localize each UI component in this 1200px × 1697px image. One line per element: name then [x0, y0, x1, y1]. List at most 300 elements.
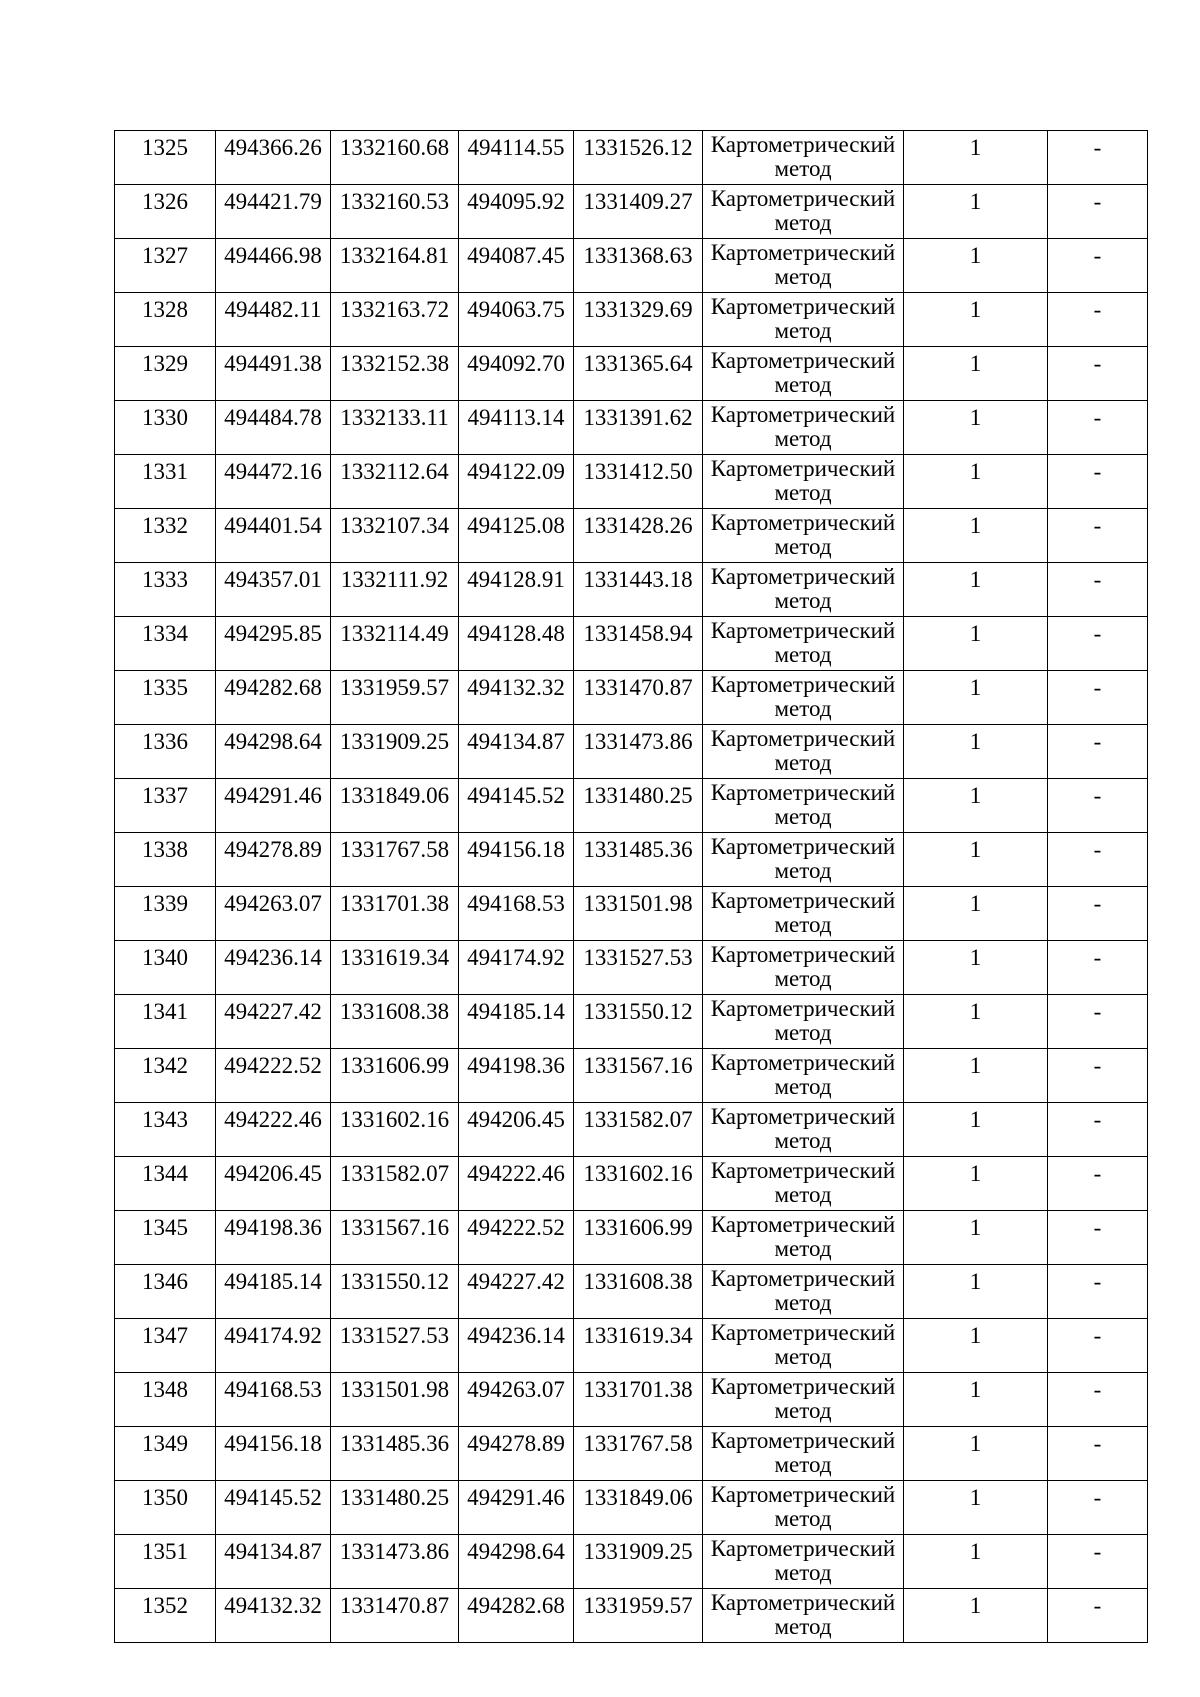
- method-cell: [703, 887, 904, 941]
- method-line-1: Картометрический: [710, 1590, 896, 1615]
- x-start-cell: 494263.07: [216, 887, 331, 941]
- x-end-cell: 494174.92: [459, 941, 574, 995]
- method-line-1: Картометрический: [710, 1320, 896, 1345]
- method-line-1: Картометрический: [710, 186, 896, 211]
- accuracy-cell: 1: [904, 1157, 1048, 1211]
- point-number-cell: 1338: [115, 833, 216, 887]
- method-line-1: Картометрический: [710, 1104, 896, 1129]
- x-start-cell: 494185.14: [216, 1265, 331, 1319]
- point-number-cell: 1345: [115, 1211, 216, 1265]
- accuracy-cell: 1: [904, 1589, 1048, 1643]
- accuracy-cell: 1: [904, 239, 1048, 293]
- method-line-1: Картометрический: [710, 132, 896, 157]
- method-line-1: Картометрический: [710, 1428, 896, 1453]
- table-row: [115, 293, 1148, 347]
- method-line-2: метод: [774, 696, 832, 721]
- note-cell: -: [1048, 239, 1148, 293]
- table-row: [115, 1373, 1148, 1427]
- x-end-cell: 494168.53: [459, 887, 574, 941]
- table-row: [115, 1319, 1148, 1373]
- accuracy-cell: 1: [904, 131, 1048, 185]
- method-line-2: метод: [774, 642, 832, 667]
- x-start-cell: 494466.98: [216, 239, 331, 293]
- y-start-cell: 1332111.92: [331, 563, 459, 617]
- y-start-cell: 1332160.68: [331, 131, 459, 185]
- x-start-cell: 494156.18: [216, 1427, 331, 1481]
- y-start-cell: 1331582.07: [331, 1157, 459, 1211]
- method-cell: [703, 1265, 904, 1319]
- table-row: [115, 1589, 1148, 1643]
- x-end-cell: 494134.87: [459, 725, 574, 779]
- y-end-cell: 1331470.87: [574, 671, 703, 725]
- x-start-cell: 494145.52: [216, 1481, 331, 1535]
- accuracy-cell: 1: [904, 1265, 1048, 1319]
- accuracy-cell: 1: [904, 941, 1048, 995]
- x-start-cell: 494222.52: [216, 1049, 331, 1103]
- x-start-cell: 494278.89: [216, 833, 331, 887]
- y-end-cell: 1331409.27: [574, 185, 703, 239]
- point-number-cell: 1339: [115, 887, 216, 941]
- method-cell: [703, 347, 904, 401]
- method-line-1: Картометрический: [710, 1212, 896, 1237]
- method-line-2: метод: [774, 372, 832, 397]
- x-start-cell: 494174.92: [216, 1319, 331, 1373]
- y-start-cell: 1332160.53: [331, 185, 459, 239]
- x-start-cell: 494357.01: [216, 563, 331, 617]
- method-cell: [703, 1373, 904, 1427]
- x-end-cell: 494122.09: [459, 455, 574, 509]
- point-number-cell: 1326: [115, 185, 216, 239]
- coordinates-table: [114, 130, 1148, 1643]
- table-row: [115, 1265, 1148, 1319]
- y-end-cell: 1331480.25: [574, 779, 703, 833]
- x-start-cell: 494295.85: [216, 617, 331, 671]
- method-line-2: метод: [774, 1182, 832, 1207]
- method-cell: [703, 1103, 904, 1157]
- table-row: [115, 779, 1148, 833]
- y-end-cell: 1331606.99: [574, 1211, 703, 1265]
- method-line-1: Картометрический: [710, 834, 896, 859]
- method-line-1: Картометрический: [710, 564, 896, 589]
- note-cell: -: [1048, 941, 1148, 995]
- accuracy-cell: 1: [904, 833, 1048, 887]
- method-cell: [703, 1589, 904, 1643]
- y-end-cell: 1331550.12: [574, 995, 703, 1049]
- y-start-cell: 1331619.34: [331, 941, 459, 995]
- method-line-1: Картометрический: [710, 294, 896, 319]
- method-line-1: Картометрический: [710, 780, 896, 805]
- x-end-cell: 494087.45: [459, 239, 574, 293]
- note-cell: -: [1048, 1373, 1148, 1427]
- method-line-2: метод: [774, 858, 832, 883]
- x-start-cell: 494198.36: [216, 1211, 331, 1265]
- method-line-2: метод: [774, 480, 832, 505]
- accuracy-cell: 1: [904, 671, 1048, 725]
- table-row: [115, 131, 1148, 185]
- note-cell: -: [1048, 293, 1148, 347]
- table-row: [115, 401, 1148, 455]
- method-line-2: метод: [774, 912, 832, 937]
- table-row: [115, 995, 1148, 1049]
- y-end-cell: 1331767.58: [574, 1427, 703, 1481]
- note-cell: -: [1048, 995, 1148, 1049]
- method-line-1: Картометрический: [710, 618, 896, 643]
- method-cell: [703, 1049, 904, 1103]
- accuracy-cell: 1: [904, 779, 1048, 833]
- method-cell: [703, 563, 904, 617]
- y-start-cell: 1332164.81: [331, 239, 459, 293]
- table-row: [115, 833, 1148, 887]
- y-end-cell: 1331473.86: [574, 725, 703, 779]
- x-start-cell: 494168.53: [216, 1373, 331, 1427]
- y-end-cell: 1331582.07: [574, 1103, 703, 1157]
- x-end-cell: 494092.70: [459, 347, 574, 401]
- point-number-cell: 1327: [115, 239, 216, 293]
- y-start-cell: 1331480.25: [331, 1481, 459, 1535]
- method-cell: [703, 1481, 904, 1535]
- x-start-cell: 494132.32: [216, 1589, 331, 1643]
- note-cell: -: [1048, 1481, 1148, 1535]
- point-number-cell: 1325: [115, 131, 216, 185]
- method-line-2: метод: [774, 1020, 832, 1045]
- point-number-cell: 1333: [115, 563, 216, 617]
- note-cell: -: [1048, 401, 1148, 455]
- method-line-1: Картометрический: [710, 942, 896, 967]
- point-number-cell: 1330: [115, 401, 216, 455]
- method-cell: [703, 509, 904, 563]
- accuracy-cell: 1: [904, 1373, 1048, 1427]
- y-end-cell: 1331443.18: [574, 563, 703, 617]
- method-cell: [703, 833, 904, 887]
- accuracy-cell: 1: [904, 293, 1048, 347]
- point-number-cell: 1328: [115, 293, 216, 347]
- method-line-2: метод: [774, 1344, 832, 1369]
- y-end-cell: 1331365.64: [574, 347, 703, 401]
- y-start-cell: 1332163.72: [331, 293, 459, 347]
- y-start-cell: 1331606.99: [331, 1049, 459, 1103]
- accuracy-cell: 1: [904, 185, 1048, 239]
- method-cell: [703, 1211, 904, 1265]
- note-cell: -: [1048, 563, 1148, 617]
- method-cell: [703, 995, 904, 1049]
- y-end-cell: 1331608.38: [574, 1265, 703, 1319]
- table-row: [115, 509, 1148, 563]
- point-number-cell: 1351: [115, 1535, 216, 1589]
- note-cell: -: [1048, 887, 1148, 941]
- accuracy-cell: 1: [904, 1211, 1048, 1265]
- table-row: [115, 1103, 1148, 1157]
- x-end-cell: 494132.32: [459, 671, 574, 725]
- x-start-cell: 494421.79: [216, 185, 331, 239]
- x-end-cell: 494227.42: [459, 1265, 574, 1319]
- method-line-2: метод: [774, 1290, 832, 1315]
- x-end-cell: 494206.45: [459, 1103, 574, 1157]
- note-cell: -: [1048, 1265, 1148, 1319]
- method-cell: [703, 185, 904, 239]
- table-row: [115, 185, 1148, 239]
- y-end-cell: 1331849.06: [574, 1481, 703, 1535]
- note-cell: -: [1048, 131, 1148, 185]
- x-end-cell: 494156.18: [459, 833, 574, 887]
- point-number-cell: 1344: [115, 1157, 216, 1211]
- y-end-cell: 1331602.16: [574, 1157, 703, 1211]
- method-line-2: метод: [774, 966, 832, 991]
- method-line-1: Картометрический: [710, 1482, 896, 1507]
- accuracy-cell: 1: [904, 347, 1048, 401]
- note-cell: -: [1048, 1157, 1148, 1211]
- method-line-1: Картометрический: [710, 1158, 896, 1183]
- method-line-1: Картометрический: [710, 1374, 896, 1399]
- method-line-1: Картометрический: [710, 456, 896, 481]
- note-cell: -: [1048, 725, 1148, 779]
- x-start-cell: 494491.38: [216, 347, 331, 401]
- method-line-1: Картометрический: [710, 996, 896, 1021]
- x-end-cell: 494198.36: [459, 1049, 574, 1103]
- method-line-2: метод: [774, 1452, 832, 1477]
- accuracy-cell: 1: [904, 455, 1048, 509]
- x-start-cell: 494366.26: [216, 131, 331, 185]
- x-end-cell: 494236.14: [459, 1319, 574, 1373]
- method-line-1: Картометрический: [710, 726, 896, 751]
- point-number-cell: 1335: [115, 671, 216, 725]
- x-end-cell: 494222.52: [459, 1211, 574, 1265]
- accuracy-cell: 1: [904, 1319, 1048, 1373]
- note-cell: -: [1048, 1103, 1148, 1157]
- y-end-cell: 1331368.63: [574, 239, 703, 293]
- note-cell: -: [1048, 1319, 1148, 1373]
- table-row: [115, 1427, 1148, 1481]
- point-number-cell: 1334: [115, 617, 216, 671]
- x-start-cell: 494236.14: [216, 941, 331, 995]
- method-line-1: Картометрический: [710, 888, 896, 913]
- accuracy-cell: 1: [904, 887, 1048, 941]
- y-start-cell: 1332107.34: [331, 509, 459, 563]
- method-line-2: метод: [774, 264, 832, 289]
- note-cell: -: [1048, 779, 1148, 833]
- table-row: [115, 1535, 1148, 1589]
- y-end-cell: 1331567.16: [574, 1049, 703, 1103]
- y-start-cell: 1331550.12: [331, 1265, 459, 1319]
- y-end-cell: 1331391.62: [574, 401, 703, 455]
- y-end-cell: 1331412.50: [574, 455, 703, 509]
- method-line-2: метод: [774, 1236, 832, 1261]
- method-line-1: Картометрический: [710, 1266, 896, 1291]
- point-number-cell: 1350: [115, 1481, 216, 1535]
- method-line-2: метод: [774, 1560, 832, 1585]
- method-line-1: Картометрический: [710, 1536, 896, 1561]
- y-start-cell: 1331767.58: [331, 833, 459, 887]
- method-cell: [703, 293, 904, 347]
- method-cell: [703, 617, 904, 671]
- table-row: [115, 1211, 1148, 1265]
- table-row: [115, 347, 1148, 401]
- method-cell: [703, 1319, 904, 1373]
- method-cell: [703, 131, 904, 185]
- x-start-cell: 494484.78: [216, 401, 331, 455]
- method-line-2: метод: [774, 588, 832, 613]
- table-row: [115, 563, 1148, 617]
- x-end-cell: 494298.64: [459, 1535, 574, 1589]
- table-row: [115, 887, 1148, 941]
- point-number-cell: 1346: [115, 1265, 216, 1319]
- accuracy-cell: 1: [904, 995, 1048, 1049]
- point-number-cell: 1343: [115, 1103, 216, 1157]
- x-start-cell: 494282.68: [216, 671, 331, 725]
- method-line-2: метод: [774, 750, 832, 775]
- note-cell: -: [1048, 185, 1148, 239]
- method-line-2: метод: [774, 1074, 832, 1099]
- y-end-cell: 1331909.25: [574, 1535, 703, 1589]
- method-cell: [703, 671, 904, 725]
- x-end-cell: 494128.91: [459, 563, 574, 617]
- point-number-cell: 1349: [115, 1427, 216, 1481]
- y-start-cell: 1332112.64: [331, 455, 459, 509]
- note-cell: -: [1048, 617, 1148, 671]
- note-cell: -: [1048, 1049, 1148, 1103]
- note-cell: -: [1048, 1589, 1148, 1643]
- y-start-cell: 1331849.06: [331, 779, 459, 833]
- point-number-cell: 1337: [115, 779, 216, 833]
- x-end-cell: 494185.14: [459, 995, 574, 1049]
- note-cell: -: [1048, 1211, 1148, 1265]
- method-cell: [703, 455, 904, 509]
- x-end-cell: 494222.46: [459, 1157, 574, 1211]
- y-end-cell: 1331501.98: [574, 887, 703, 941]
- y-start-cell: 1331608.38: [331, 995, 459, 1049]
- note-cell: -: [1048, 1427, 1148, 1481]
- table-row: [115, 617, 1148, 671]
- x-end-cell: 494145.52: [459, 779, 574, 833]
- x-end-cell: 494095.92: [459, 185, 574, 239]
- table-row: [115, 1157, 1148, 1211]
- x-end-cell: 494128.48: [459, 617, 574, 671]
- point-number-cell: 1342: [115, 1049, 216, 1103]
- method-line-1: Картометрический: [710, 402, 896, 427]
- point-number-cell: 1336: [115, 725, 216, 779]
- method-line-1: Картометрический: [710, 240, 896, 265]
- method-line-2: метод: [774, 804, 832, 829]
- accuracy-cell: 1: [904, 1049, 1048, 1103]
- y-start-cell: 1331567.16: [331, 1211, 459, 1265]
- y-end-cell: 1331428.26: [574, 509, 703, 563]
- x-start-cell: 494298.64: [216, 725, 331, 779]
- x-start-cell: 494206.45: [216, 1157, 331, 1211]
- y-start-cell: 1331473.86: [331, 1535, 459, 1589]
- method-cell: [703, 779, 904, 833]
- x-start-cell: 494291.46: [216, 779, 331, 833]
- point-number-cell: 1329: [115, 347, 216, 401]
- method-cell: [703, 941, 904, 995]
- method-cell: [703, 239, 904, 293]
- point-number-cell: 1341: [115, 995, 216, 1049]
- y-start-cell: 1331527.53: [331, 1319, 459, 1373]
- x-end-cell: 494114.55: [459, 131, 574, 185]
- x-end-cell: 494282.68: [459, 1589, 574, 1643]
- x-start-cell: 494401.54: [216, 509, 331, 563]
- y-end-cell: 1331619.34: [574, 1319, 703, 1373]
- method-cell: [703, 401, 904, 455]
- note-cell: -: [1048, 455, 1148, 509]
- method-line-2: метод: [774, 156, 832, 181]
- x-end-cell: 494125.08: [459, 509, 574, 563]
- x-end-cell: 494263.07: [459, 1373, 574, 1427]
- y-end-cell: 1331329.69: [574, 293, 703, 347]
- method-cell: [703, 1535, 904, 1589]
- table-row: [115, 1049, 1148, 1103]
- x-end-cell: 494291.46: [459, 1481, 574, 1535]
- accuracy-cell: 1: [904, 509, 1048, 563]
- y-end-cell: 1331458.94: [574, 617, 703, 671]
- method-line-2: метод: [774, 426, 832, 451]
- y-start-cell: 1332114.49: [331, 617, 459, 671]
- y-start-cell: 1331959.57: [331, 671, 459, 725]
- method-cell: [703, 1157, 904, 1211]
- y-start-cell: 1331501.98: [331, 1373, 459, 1427]
- method-line-1: Картометрический: [710, 672, 896, 697]
- y-end-cell: 1331485.36: [574, 833, 703, 887]
- x-end-cell: 494278.89: [459, 1427, 574, 1481]
- point-number-cell: 1331: [115, 455, 216, 509]
- table-row: [115, 941, 1148, 995]
- method-line-2: метод: [774, 1506, 832, 1531]
- table-body: [115, 131, 1148, 1643]
- y-start-cell: 1332152.38: [331, 347, 459, 401]
- note-cell: -: [1048, 671, 1148, 725]
- y-start-cell: 1331470.87: [331, 1589, 459, 1643]
- y-end-cell: 1331701.38: [574, 1373, 703, 1427]
- y-start-cell: 1331485.36: [331, 1427, 459, 1481]
- method-line-1: Картометрический: [710, 1050, 896, 1075]
- y-end-cell: 1331959.57: [574, 1589, 703, 1643]
- point-number-cell: 1352: [115, 1589, 216, 1643]
- accuracy-cell: 1: [904, 1481, 1048, 1535]
- x-start-cell: 494227.42: [216, 995, 331, 1049]
- method-cell: [703, 725, 904, 779]
- accuracy-cell: 1: [904, 1535, 1048, 1589]
- method-line-1: Картометрический: [710, 510, 896, 535]
- note-cell: -: [1048, 347, 1148, 401]
- accuracy-cell: 1: [904, 401, 1048, 455]
- note-cell: -: [1048, 509, 1148, 563]
- method-line-1: Картометрический: [710, 348, 896, 373]
- table-row: [115, 1481, 1148, 1535]
- x-start-cell: 494482.11: [216, 293, 331, 347]
- note-cell: -: [1048, 1535, 1148, 1589]
- x-end-cell: 494063.75: [459, 293, 574, 347]
- y-start-cell: 1331701.38: [331, 887, 459, 941]
- x-start-cell: 494222.46: [216, 1103, 331, 1157]
- accuracy-cell: 1: [904, 563, 1048, 617]
- accuracy-cell: 1: [904, 1427, 1048, 1481]
- table-row: [115, 239, 1148, 293]
- point-number-cell: 1347: [115, 1319, 216, 1373]
- table-row: [115, 671, 1148, 725]
- method-cell: [703, 1427, 904, 1481]
- x-start-cell: 494134.87: [216, 1535, 331, 1589]
- note-cell: -: [1048, 833, 1148, 887]
- y-start-cell: 1331602.16: [331, 1103, 459, 1157]
- method-line-2: метод: [774, 1614, 832, 1639]
- point-number-cell: 1340: [115, 941, 216, 995]
- y-start-cell: 1331909.25: [331, 725, 459, 779]
- y-end-cell: 1331526.12: [574, 131, 703, 185]
- y-start-cell: 1332133.11: [331, 401, 459, 455]
- method-line-2: метод: [774, 534, 832, 559]
- accuracy-cell: 1: [904, 725, 1048, 779]
- x-end-cell: 494113.14: [459, 401, 574, 455]
- point-number-cell: 1348: [115, 1373, 216, 1427]
- method-line-2: метод: [774, 318, 832, 343]
